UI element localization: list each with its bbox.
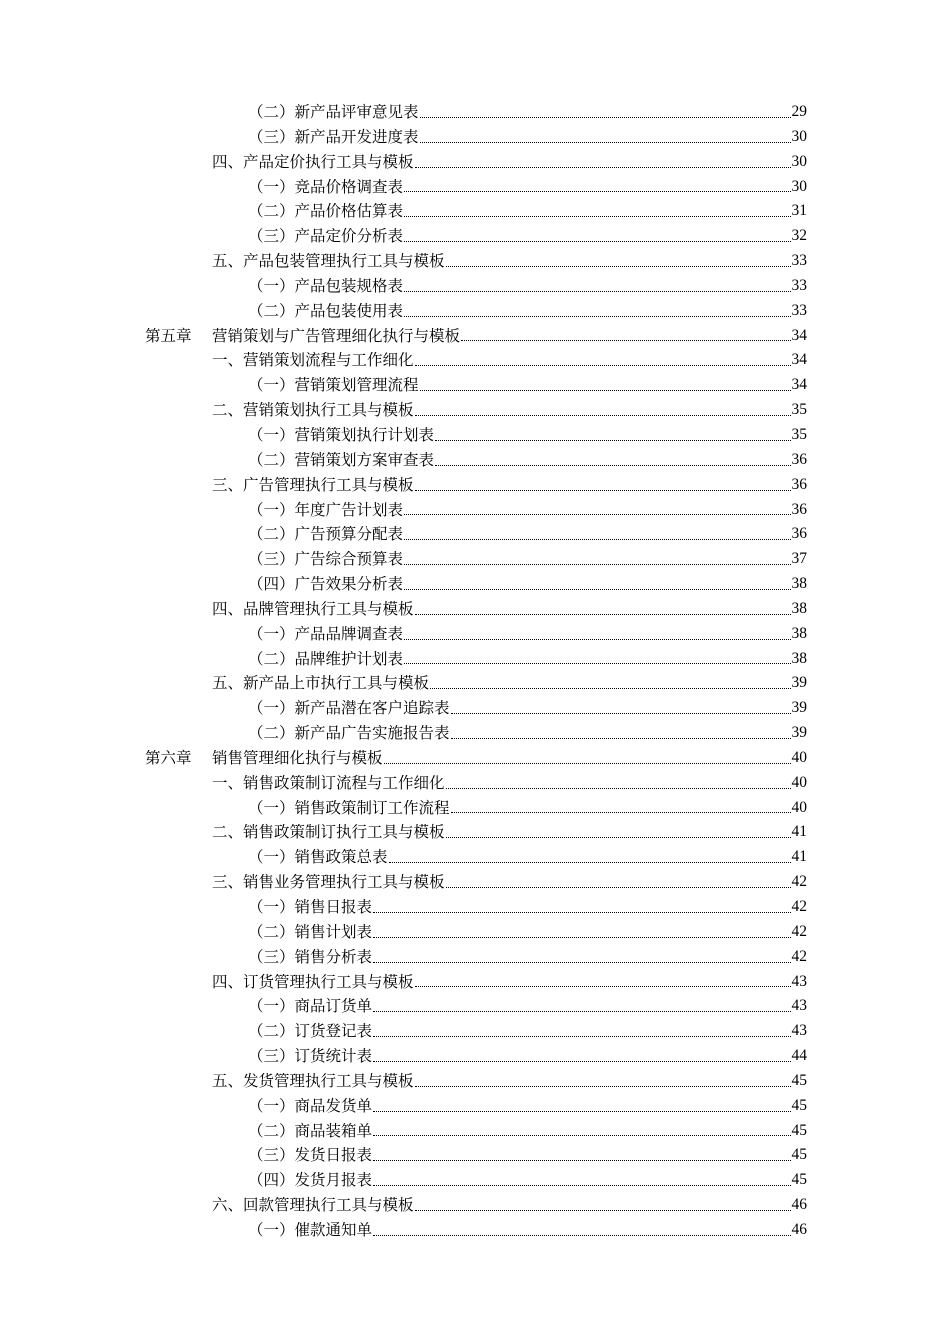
toc-page-number: 37: [791, 550, 807, 568]
toc-dot-leader: [404, 547, 790, 572]
toc-entry-title: （三）新产品开发进度表: [248, 127, 419, 146]
toc-section-entry[interactable]: [145, 597, 807, 622]
toc-subsection-entry[interactable]: [145, 224, 807, 249]
toc-page-number: 36: [791, 450, 807, 468]
toc-page-number: 45: [791, 1096, 807, 1114]
toc-dot-leader: [420, 125, 791, 150]
toc-page-number: 40: [791, 773, 807, 791]
toc-page-number: 39: [791, 699, 807, 717]
toc-page-number: 33: [791, 252, 807, 270]
toc-page-number: 30: [791, 177, 807, 195]
toc-dot-leader: [373, 1218, 790, 1243]
toc-section-entry[interactable]: [145, 249, 807, 274]
toc-entry-title: （三）发货日报表: [248, 1146, 373, 1165]
toc-dot-leader: [404, 522, 790, 547]
toc-section-entry[interactable]: [145, 1069, 807, 1094]
toc-section-entry[interactable]: [145, 398, 807, 423]
toc-page-number: 39: [791, 724, 807, 742]
toc-entry-title: （一）商品发货单: [248, 1096, 373, 1115]
toc-dot-leader: [420, 100, 791, 125]
toc-entry-title: （二）新产品评审意见表: [248, 103, 419, 121]
toc-page-number: 38: [791, 624, 807, 642]
toc-entry-title: （三）广告综合预算表: [248, 550, 404, 569]
toc-dot-leader: [404, 299, 790, 324]
toc-subsection-entry[interactable]: [145, 1094, 807, 1119]
toc-entry-title: （二）商品装箱单: [248, 1121, 373, 1140]
toc-entry-title: 四、产品定价执行工具与模板: [212, 152, 414, 171]
toc-entry-title: 二、销售政策制订执行工具与模板: [212, 823, 445, 842]
toc-section-entry[interactable]: [145, 671, 807, 696]
toc-entry-title: （一）产品品牌调查表: [248, 624, 404, 643]
toc-chapter-entry[interactable]: [145, 746, 807, 771]
toc-entry-title: （二）产品包装使用表: [248, 301, 404, 320]
toc-dot-leader: [373, 1044, 790, 1069]
toc-section-entry[interactable]: [145, 870, 807, 895]
toc-page-number: 32: [791, 227, 807, 245]
toc-page-number: 45: [791, 1146, 807, 1164]
toc-entry-title: （二）销售计划表: [248, 922, 373, 941]
toc-page-number: 35: [791, 401, 807, 419]
toc-subsection-entry[interactable]: [145, 945, 807, 970]
toc-dot-leader: [446, 870, 791, 895]
toc-entry-title: （二）营销策划方案审查表: [248, 450, 435, 469]
toc-entry-title: （一）营销策划管理流程: [248, 376, 419, 395]
toc-entry-title: （一）产品包装规格表: [248, 276, 404, 295]
toc-entry-title: （一）商品订货单: [248, 997, 373, 1016]
toc-subsection-entry[interactable]: [145, 522, 807, 547]
toc-page-number: 34: [791, 376, 807, 394]
toc-dot-leader: [404, 199, 790, 224]
toc-dot-leader: [404, 498, 790, 523]
toc-entry-title: 五、新产品上市执行工具与模板: [212, 674, 430, 693]
toc-page-number: 40: [791, 748, 807, 766]
toc-chapter-number: 第六章: [145, 748, 192, 767]
toc-page-number: 45: [791, 1071, 807, 1089]
toc-page-number: 41: [791, 848, 807, 866]
toc-subsection-entry[interactable]: [145, 125, 807, 150]
toc-dot-leader: [451, 721, 791, 746]
toc-dot-leader: [373, 1094, 790, 1119]
toc-dot-leader: [415, 597, 791, 622]
toc-entry-title: 营销策划与广告管理细化执行与模板: [212, 326, 461, 345]
toc-dot-leader: [373, 994, 790, 1019]
toc-page-number: 46: [791, 1220, 807, 1238]
toc-subsection-entry[interactable]: [145, 448, 807, 473]
toc-section-entry[interactable]: [145, 771, 807, 796]
toc-dot-leader: [435, 423, 790, 448]
toc-page-number: 30: [791, 127, 807, 145]
toc-dot-leader: [404, 224, 790, 249]
toc-page-number: 35: [791, 425, 807, 443]
toc-entry-title: 四、品牌管理执行工具与模板: [212, 599, 414, 618]
toc-page-number: 44: [791, 1047, 807, 1065]
toc-page-number: 42: [791, 873, 807, 891]
toc-subsection-entry[interactable]: [145, 1019, 807, 1044]
toc-entry-title: 销售管理细化执行与模板: [212, 748, 383, 767]
toc-dot-leader: [430, 671, 790, 696]
toc-section-entry[interactable]: [145, 150, 807, 175]
toc-dot-leader: [373, 920, 790, 945]
toc-page-number: 34: [791, 326, 807, 344]
toc-page-number: 42: [791, 947, 807, 965]
toc-page-number: 45: [791, 1171, 807, 1189]
toc-entry-title: （四）发货月报表: [248, 1171, 373, 1190]
toc-subsection-entry[interactable]: [145, 994, 807, 1019]
toc-page-number: 43: [791, 1022, 807, 1040]
toc-page-number: 46: [791, 1196, 807, 1214]
toc-entry-title: 三、销售业务管理执行工具与模板: [212, 873, 445, 892]
toc-entry-title: （三）产品定价分析表: [248, 227, 404, 246]
toc-section-entry[interactable]: [145, 348, 807, 373]
toc-subsection-entry[interactable]: [145, 498, 807, 523]
toc-subsection-entry[interactable]: [145, 1218, 807, 1243]
toc-dot-leader: [373, 945, 790, 970]
toc-subsection-entry[interactable]: [145, 423, 807, 448]
toc-chapter-number: 第五章: [145, 326, 192, 345]
toc-entry-title: （二）品牌维护计划表: [248, 649, 404, 668]
toc-entry-title: 五、产品包装管理执行工具与模板: [212, 252, 445, 271]
toc-subsection-entry[interactable]: [145, 175, 807, 200]
toc-entry-title: （一）销售政策制订工作流程: [248, 798, 450, 817]
toc-entry-title: （一）催款通知单: [248, 1220, 373, 1239]
toc-dot-leader: [389, 845, 791, 870]
toc-page-number: 29: [791, 103, 807, 120]
toc-page-number: 38: [791, 649, 807, 667]
toc-subsection-entry[interactable]: [145, 647, 807, 672]
toc-page-number: 42: [791, 898, 807, 915]
toc-subsection-entry[interactable]: [145, 547, 807, 572]
toc-section-entry[interactable]: [145, 1193, 807, 1218]
toc-dot-leader: [451, 796, 791, 821]
toc-dot-leader: [415, 398, 791, 423]
toc-dot-leader: [461, 324, 790, 349]
toc-page-number: 30: [791, 152, 807, 170]
toc-subsection-entry[interactable]: [145, 274, 807, 299]
toc-dot-leader: [435, 448, 790, 473]
toc-subsection-entry[interactable]: [145, 1044, 807, 1069]
toc-dot-leader: [404, 572, 790, 597]
toc-page-number: 38: [791, 575, 807, 593]
toc-entry-title: （一）营销策划执行计划表: [248, 425, 435, 444]
toc-page-number: 40: [791, 798, 807, 816]
toc-entry-title: （二）新产品广告实施报告表: [248, 724, 450, 743]
toc-chapter-entry[interactable]: [145, 324, 807, 349]
toc-subsection-entry[interactable]: [145, 100, 807, 125]
toc-page-number: 36: [791, 475, 807, 493]
toc-entry-title: 二、营销策划执行工具与模板: [212, 401, 414, 420]
toc-dot-leader: [451, 696, 791, 721]
toc-entry-title: 一、营销策划流程与工作细化: [212, 351, 414, 370]
toc-subsection-entry[interactable]: [145, 622, 807, 647]
toc-entry-title: （四）广告效果分析表: [248, 575, 404, 594]
toc-entry-title: （三）销售分析表: [248, 947, 373, 966]
toc-page-number: 42: [791, 922, 807, 940]
toc-entry-title: 一、销售政策制订流程与工作细化: [212, 773, 445, 792]
toc-subsection-entry[interactable]: [145, 373, 807, 398]
toc-entry-title: 五、发货管理执行工具与模板: [212, 1071, 414, 1090]
toc-entry-title: （一）销售日报表: [248, 898, 373, 916]
toc-section-entry[interactable]: [145, 970, 807, 995]
toc-page-number: 33: [791, 301, 807, 319]
toc-subsection-entry[interactable]: [145, 1168, 807, 1193]
toc-entry-title: （三）订货统计表: [248, 1047, 373, 1066]
toc-subsection-entry[interactable]: [145, 696, 807, 721]
toc-subsection-entry[interactable]: [145, 572, 807, 597]
toc-dot-leader: [415, 150, 791, 175]
toc-dot-leader: [373, 1143, 790, 1168]
toc-dot-leader: [373, 1019, 790, 1044]
toc-subsection-entry[interactable]: [145, 199, 807, 224]
toc-dot-leader: [384, 746, 791, 771]
toc-dot-leader: [404, 175, 790, 200]
toc-entry-title: （二）广告预算分配表: [248, 525, 404, 544]
toc-page-number: 38: [791, 599, 807, 617]
toc-dot-leader: [373, 895, 790, 920]
toc-subsection-entry[interactable]: [145, 845, 807, 870]
toc-subsection-entry[interactable]: [145, 1143, 807, 1168]
toc-entry-title: （一）年度广告计划表: [248, 500, 404, 519]
table-of-contents: [145, 100, 807, 1243]
toc-dot-leader: [404, 647, 790, 672]
toc-dot-leader: [446, 820, 791, 845]
toc-dot-leader: [446, 771, 791, 796]
toc-entry-title: 四、订货管理执行工具与模板: [212, 972, 414, 991]
toc-page-number: 45: [791, 1121, 807, 1139]
toc-page-number: 43: [791, 972, 807, 990]
toc-subsection-entry[interactable]: [145, 895, 807, 920]
toc-dot-leader: [415, 970, 791, 995]
toc-page-number: 36: [791, 500, 807, 518]
toc-page-number: 43: [791, 997, 807, 1015]
toc-subsection-entry[interactable]: [145, 920, 807, 945]
toc-entry-title: 六、回款管理执行工具与模板: [212, 1196, 414, 1215]
toc-page-number: 34: [791, 351, 807, 369]
toc-dot-leader: [404, 622, 790, 647]
toc-subsection-entry[interactable]: [145, 721, 807, 746]
toc-entry-title: 三、广告管理执行工具与模板: [212, 475, 414, 494]
toc-page-number: 33: [791, 276, 807, 294]
toc-dot-leader: [373, 1119, 790, 1144]
toc-page-number: 31: [791, 202, 807, 220]
toc-dot-leader: [420, 373, 791, 398]
toc-section-entry[interactable]: [145, 820, 807, 845]
toc-dot-leader: [415, 1069, 791, 1094]
toc-entry-title: （二）订货登记表: [248, 1022, 373, 1041]
toc-dot-leader: [415, 473, 791, 498]
toc-subsection-entry[interactable]: [145, 299, 807, 324]
toc-entry-title: （一）销售政策总表: [248, 848, 388, 867]
toc-dot-leader: [446, 249, 791, 274]
toc-section-entry[interactable]: [145, 473, 807, 498]
toc-dot-leader: [373, 1168, 790, 1193]
toc-dot-leader: [404, 274, 790, 299]
toc-entry-title: （二）产品价格估算表: [248, 202, 404, 221]
toc-page-number: 41: [791, 823, 807, 841]
toc-page-number: 39: [791, 674, 807, 692]
toc-entry-title: （一）新产品潜在客户追踪表: [248, 699, 450, 718]
toc-dot-leader: [415, 1193, 791, 1218]
toc-dot-leader: [415, 348, 791, 373]
toc-entry-title: （一）竞品价格调查表: [248, 177, 404, 196]
toc-subsection-entry[interactable]: [145, 796, 807, 821]
toc-subsection-entry[interactable]: [145, 1119, 807, 1144]
toc-page-number: 36: [791, 525, 807, 543]
